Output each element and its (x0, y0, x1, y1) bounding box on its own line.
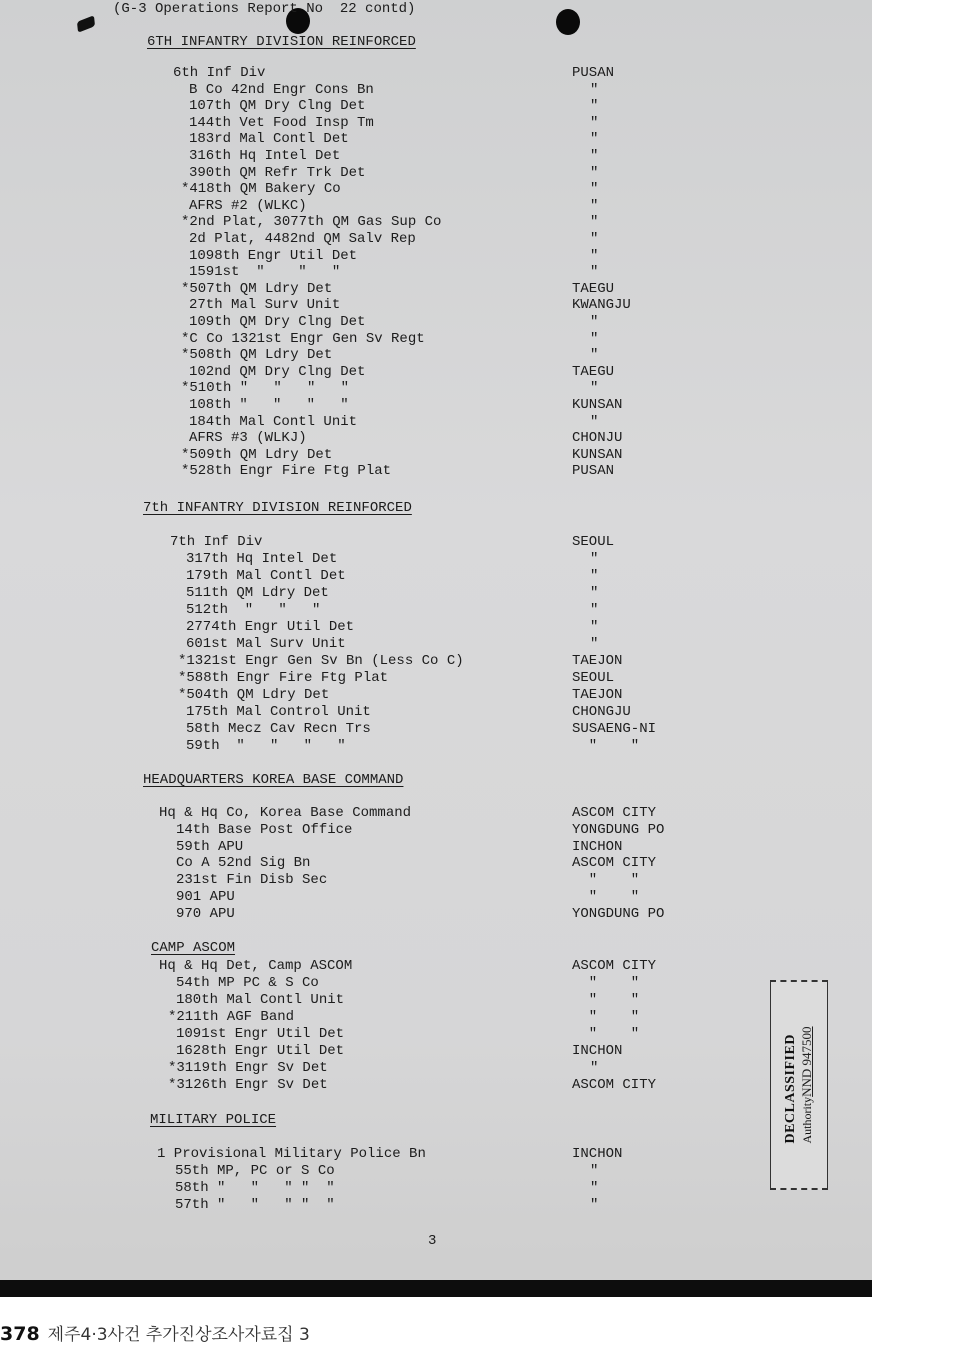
unit-location: " " (572, 738, 640, 754)
unit-location: SUSAENG-NI (572, 721, 657, 737)
unit-name: 316th Hq Intel Det (189, 148, 341, 164)
unit-location: " (590, 231, 599, 247)
unit-location: " " (572, 872, 640, 889)
unit-name: 1628th Engr Util Det (176, 1043, 345, 1059)
unit-name: 184th Mal Contl Unit (189, 413, 358, 430)
unit-name: 183rd Mal Contl Det (189, 131, 349, 148)
unit-name: *504th QM Ldry Det (178, 687, 330, 703)
unit-name: 2d Plat, 4482nd QM Salv Rep (189, 231, 416, 247)
unit-location: CHONGJU (572, 704, 631, 720)
unit-name: 57th " " " " " (175, 1197, 335, 1213)
unit-name: *508th QM Ldry Det (181, 347, 333, 364)
unit-location: " (590, 131, 599, 148)
unit-location: ASCOM CITY (572, 805, 657, 821)
unit-location: ASCOM CITY (572, 855, 657, 872)
unit-location: INCHON (572, 838, 623, 855)
unit-location: TAEGU (572, 363, 615, 380)
unit-location: " (590, 551, 599, 567)
unit-name: *510th " " " " (181, 380, 350, 397)
unit-location: INCHON (572, 1146, 623, 1162)
unit-location: " (590, 413, 599, 430)
unit-location: " (590, 347, 599, 364)
unit-location: " " (572, 889, 640, 905)
unit-location: " (590, 1180, 599, 1196)
unit-location: " (590, 98, 599, 115)
unit-name: 59th APU (176, 838, 244, 855)
unit-name: 27th Mal Surv Unit (189, 297, 341, 314)
unit-location: " (590, 585, 599, 601)
book-footer (0, 1320, 310, 1345)
page-number: 3 (428, 1233, 437, 1249)
unit-name: Co A 52nd Sig Bn (176, 855, 311, 872)
unit-location: ASCOM CITY (572, 958, 657, 974)
unit-location: SEOUL (572, 534, 615, 550)
section-heading: 6TH INFANTRY DIVISION REINFORCED (147, 34, 416, 50)
unit-location: KUNSAN (572, 446, 623, 463)
unit-location: " (590, 636, 599, 652)
unit-location: TAEGU (572, 280, 615, 297)
unit-location: " (590, 114, 599, 131)
unit-location: " " (572, 1009, 640, 1025)
unit-location: PUSAN (572, 463, 615, 480)
unit-name: 54th MP PC & S Co (176, 975, 319, 991)
section-heading: MILITARY POLICE (150, 1112, 277, 1128)
unit-name: B Co 42nd Engr Cons Bn (189, 81, 374, 98)
unit-location: YONGDUNG PO (572, 821, 665, 838)
unit-location: " (590, 181, 599, 198)
unit-name: 180th Mal Contl Unit (176, 992, 345, 1008)
unit-name: 231st Fin Disb Sec (176, 872, 328, 889)
unit-location: " (590, 1060, 599, 1076)
unit-name: 901 APU (176, 889, 235, 905)
unit-location: ASCOM CITY (572, 1077, 657, 1093)
running-header: (G-3 Operations Report No 22 contd) (113, 1, 416, 17)
unit-location: " (590, 1197, 599, 1213)
unit-location: CHONJU (572, 430, 623, 447)
unit-name: 108th " " " " (189, 397, 349, 413)
unit-location: " (590, 568, 599, 584)
unit-location: " (590, 619, 599, 635)
scan-edge (0, 1280, 872, 1297)
unit-name: *418th QM Bakery Co (181, 181, 341, 198)
unit-name: 390th QM Refr Trk Det (189, 164, 366, 181)
unit-location: KUNSAN (572, 397, 623, 413)
unit-location: " (590, 314, 599, 330)
section-heading: 7th INFANTRY DIVISION REINFORCED (143, 500, 412, 516)
unit-location: YONGDUNG PO (572, 905, 665, 922)
unit-location: TAEJON (572, 653, 623, 669)
unit-name: 102nd QM Dry Clng Det (189, 363, 366, 380)
unit-name: *C Co 1321st Engr Gen Sv Regt (181, 330, 425, 347)
unit-name: 1091st Engr Util Det (176, 1026, 345, 1042)
unit-name: 55th MP, PC or S Co (175, 1163, 335, 1179)
unit-name: 1098th Engr Util Det (189, 247, 358, 264)
unit-name: 58th " " " " " (175, 1180, 335, 1196)
unit-location: " (590, 264, 599, 281)
stamp-title: DECLASSIFIED (783, 1034, 798, 1144)
unit-location: " (590, 148, 599, 164)
unit-name: *588th Engr Fire Ftg Plat (178, 670, 389, 686)
unit-location: " (590, 214, 599, 231)
unit-location: " (590, 330, 599, 347)
unit-location: " (590, 164, 599, 181)
footer-page-number: 378 (0, 1323, 40, 1345)
unit-name: 144th Vet Food Insp Tm (189, 114, 374, 131)
stamp-authority (799, 1026, 815, 1143)
unit-location: " (590, 1163, 599, 1179)
unit-name: 511th QM Ldry Det (186, 585, 329, 601)
unit-name: *211th AGF Band (168, 1009, 295, 1025)
unit-name: Hq & Hq Det, Camp ASCOM (159, 958, 353, 974)
unit-name: 179th Mal Contl Det (186, 568, 346, 584)
stamp-authority-number: NND 947500 (799, 1026, 814, 1097)
unit-location: TAEJON (572, 687, 623, 703)
unit-location: INCHON (572, 1043, 623, 1059)
declassified-stamp (770, 980, 828, 1190)
unit-location: " (590, 81, 599, 98)
unit-location: KWANGJU (572, 297, 631, 314)
unit-name: *3119th Engr Sv Det (168, 1060, 328, 1076)
unit-name: 58th Mecz Cav Recn Trs (186, 721, 371, 737)
unit-name: *1321st Engr Gen Sv Bn (Less Co C) (178, 653, 464, 669)
unit-name: 1591st " " " (189, 264, 341, 281)
unit-name: 317th Hq Intel Det (186, 551, 338, 567)
unit-location: " (590, 380, 599, 397)
unit-name: 109th QM Dry Clng Det (189, 314, 366, 330)
unit-location: " (590, 247, 599, 264)
unit-name: AFRS #2 (WLKC) (189, 197, 307, 214)
unit-name: *509th QM Ldry Det (181, 446, 333, 463)
section-heading: CAMP ASCOM (151, 940, 236, 956)
unit-name: *507th QM Ldry Det (181, 280, 333, 297)
stamp-authority-label: Authority (800, 1096, 814, 1144)
unit-name: 7th Inf Div (170, 534, 263, 550)
unit-name: *528th Engr Fire Ftg Plat (181, 463, 392, 480)
punch-hole (556, 9, 580, 35)
footer-book-title: 제주4·3사건 추가진상조사자료집 3 (47, 1325, 310, 1345)
unit-location: " " (572, 992, 640, 1008)
unit-name: 2774th Engr Util Det (186, 619, 355, 635)
unit-location: " " (572, 975, 640, 991)
unit-name: 175th Mal Control Unit (186, 704, 371, 720)
unit-name: *3126th Engr Sv Det (168, 1077, 328, 1093)
unit-location: PUSAN (572, 65, 615, 81)
unit-name: 970 APU (176, 905, 235, 922)
section-heading: HEADQUARTERS KOREA BASE COMMAND (143, 772, 404, 788)
unit-name: AFRS #3 (WLKJ) (189, 430, 307, 447)
unit-name: 1 Provisional Military Police Bn (157, 1146, 426, 1162)
unit-name: 107th QM Dry Clng Det (189, 98, 366, 115)
unit-location: " " (572, 1026, 640, 1042)
unit-name: 512th " " " (186, 602, 321, 618)
unit-name: Hq & Hq Co, Korea Base Command (159, 805, 412, 821)
unit-name: 14th Base Post Office (176, 821, 353, 838)
unit-location: " (590, 197, 599, 214)
unit-location: " (590, 602, 599, 618)
unit-name: 601st Mal Surv Unit (186, 636, 346, 652)
unit-name: 6th Inf Div (173, 65, 266, 81)
unit-location: SEOUL (572, 670, 615, 686)
unit-name: 59th " " " " (186, 738, 346, 754)
unit-name: *2nd Plat, 3077th QM Gas Sup Co (181, 214, 442, 231)
